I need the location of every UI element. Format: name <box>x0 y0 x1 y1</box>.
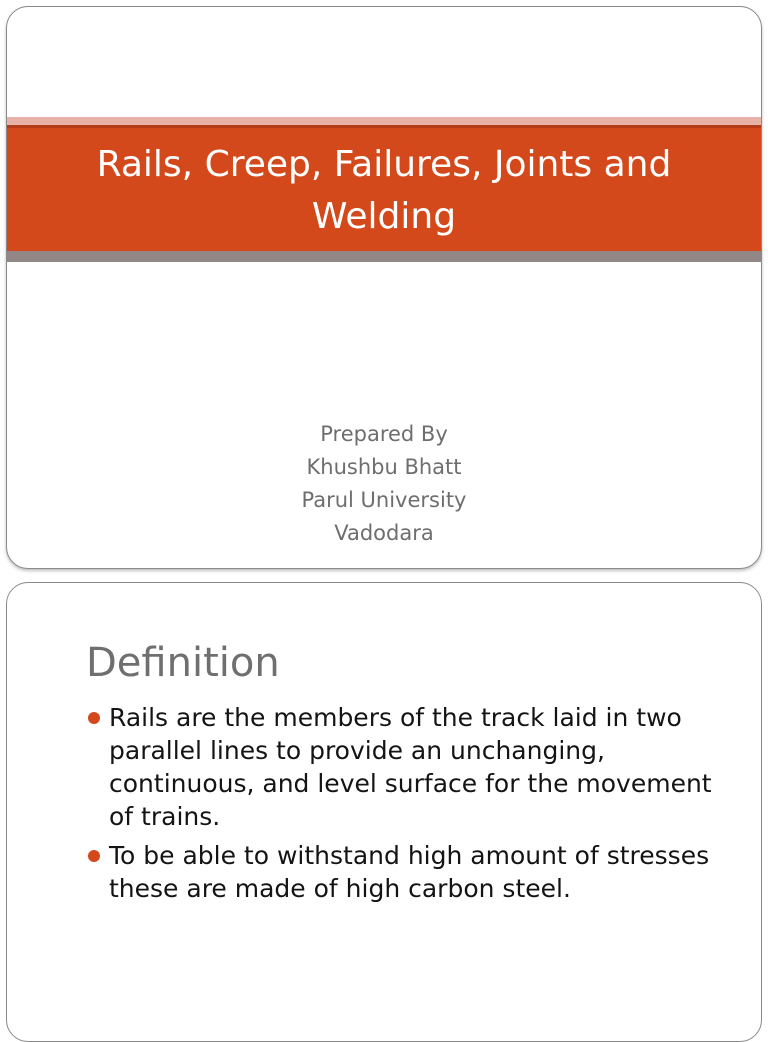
bullet-text: To be able to withstand high amount of stresses these are made of high carbon steel. <box>109 841 710 903</box>
subtitle-line-university: Parul University <box>301 488 467 512</box>
bullet-item <box>86 701 731 833</box>
slide-heading: Definition <box>86 640 280 686</box>
definition-slide <box>6 582 762 1042</box>
slide-title: Rails, Creep, Failures, Joints and Welding <box>96 144 672 237</box>
title-band-bottom-stripe <box>7 251 761 262</box>
title-slide <box>6 6 762 569</box>
bullet-list <box>86 701 731 911</box>
subtitle-line-author: Khushbu Bhatt <box>306 455 462 479</box>
subtitle-line-city: Vadodara <box>334 521 434 545</box>
bullet-item <box>86 839 731 905</box>
slide-subtitle <box>7 418 761 550</box>
title-band-top-stripe <box>7 117 761 125</box>
bullet-text: Rails are the members of the track laid in two parallel lines to provide an unchanging, continuous, and level surface for the movement of trains. <box>109 703 712 831</box>
bullet-dot-icon <box>88 850 100 862</box>
bullet-dot-icon <box>88 712 100 724</box>
subtitle-line-prepared-by: Prepared By <box>320 422 448 446</box>
